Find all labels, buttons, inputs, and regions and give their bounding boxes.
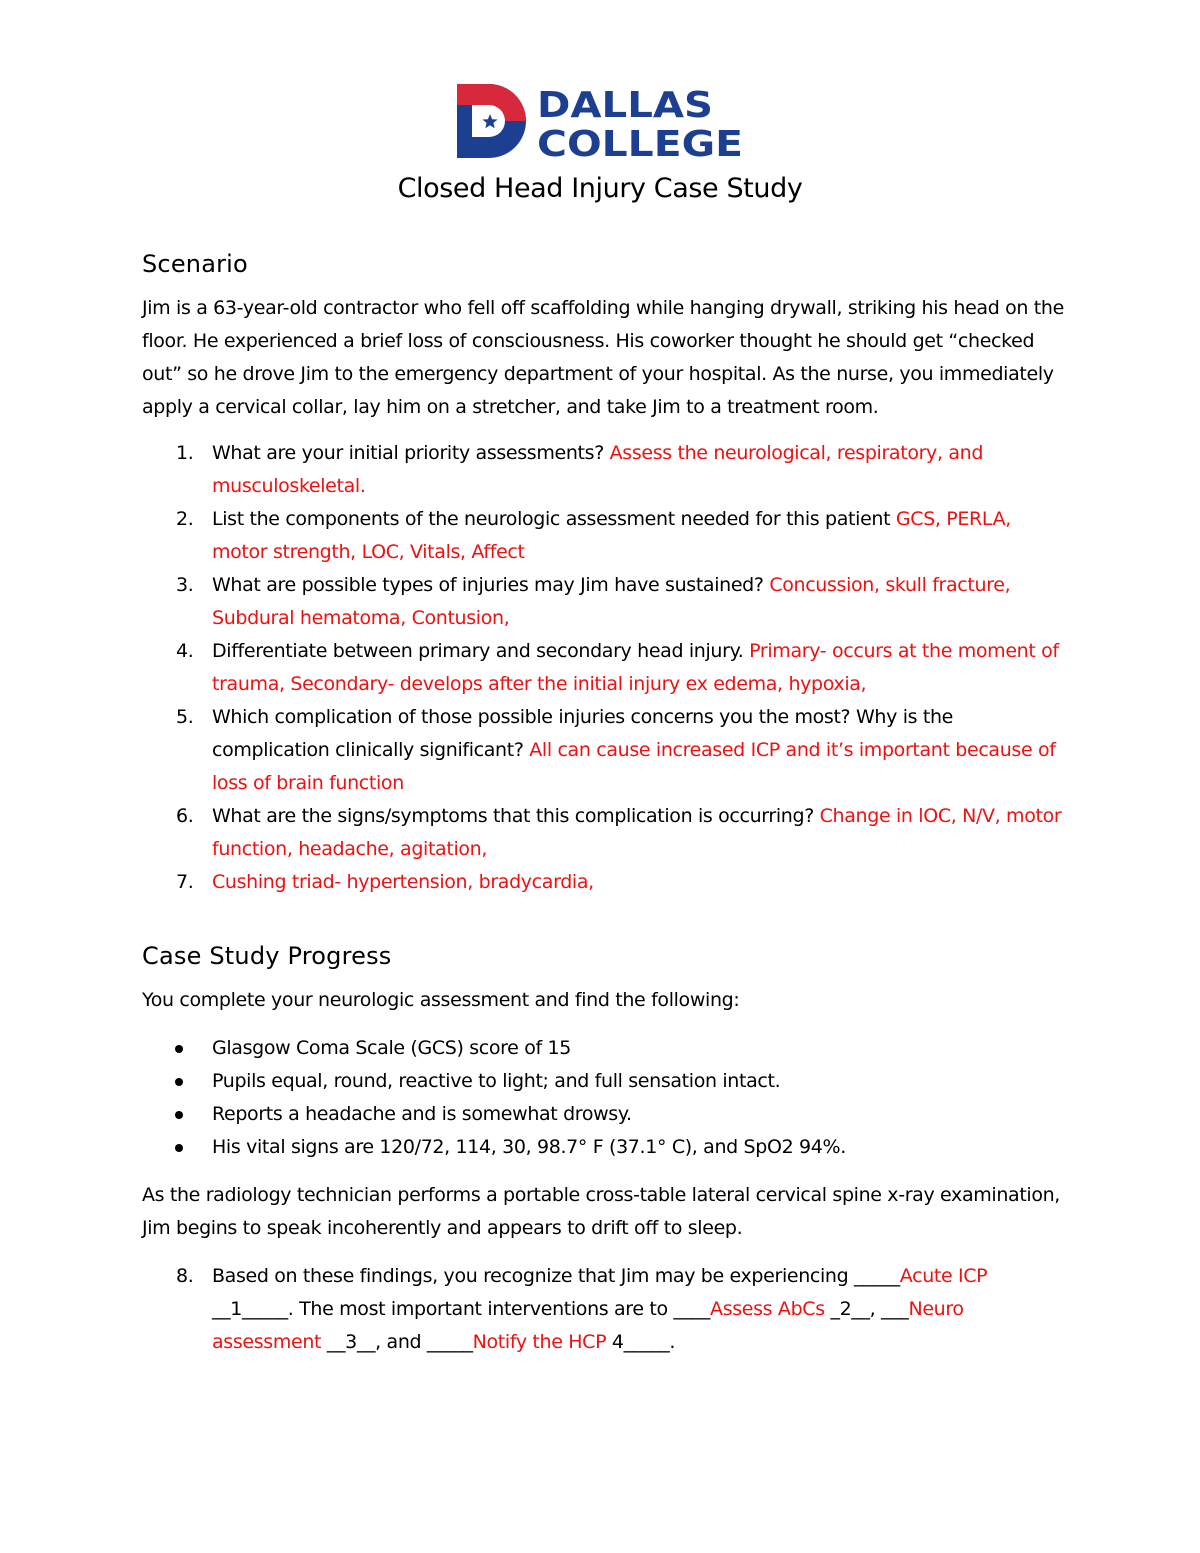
finding-text: His vital signs are 120/72, 114, 30, 98.7° F (37.1° C), and SpO2 94%. xyxy=(212,1136,846,1158)
answer-text: Concussion, skull fracture, Subdural hematoma, Contusion, xyxy=(212,574,1011,629)
dallas-college-logo xyxy=(457,84,743,158)
answer-text: Assess the neurological, respiratory, and musculoskeletal. xyxy=(212,442,984,497)
answer-text: Cushing triad- hypertension, bradycardia, xyxy=(212,871,594,893)
question-number: 4. xyxy=(176,640,194,662)
logo-text-college: COLLEGE xyxy=(537,124,743,158)
finding-item xyxy=(142,1065,1067,1098)
finding-item xyxy=(142,1032,1067,1065)
question-item xyxy=(142,635,1067,701)
bullet-icon xyxy=(175,1111,183,1119)
question-text: Based on these findings, you recognize that Jim may be experiencing _____ xyxy=(212,1265,900,1287)
findings-list xyxy=(142,1032,1067,1164)
question-number: 6. xyxy=(176,805,194,827)
question-text: What are your initial priority assessments? xyxy=(212,442,610,464)
bullet-icon xyxy=(175,1078,183,1086)
question-item xyxy=(142,569,1067,635)
document-body xyxy=(142,246,1067,1359)
question-number: 3. xyxy=(176,574,194,596)
bullet-icon xyxy=(175,1144,183,1152)
question-item xyxy=(142,866,1067,899)
answer-text: Acute ICP xyxy=(899,1265,988,1287)
progress-paragraph: As the radiology technician performs a portable cross-table lateral cervical spine x-ray examination, Jim begins to speak incoherently and appears to drift off to sleep. xyxy=(142,1184,1061,1239)
question-text: Differentiate between primary and secondary head injury. xyxy=(212,640,750,662)
question-number: 2. xyxy=(176,508,194,530)
question-text: Which complication of those possible injuries concerns you the most? Why is the complication clinically significant? xyxy=(212,706,953,761)
progress-question-list xyxy=(142,1260,1067,1359)
question-text: What are the signs/symptoms that this complication is occurring? xyxy=(212,805,820,827)
question-text: List the components of the neurologic assessment needed for this patient xyxy=(212,508,896,530)
answer-text: Notify the HCP xyxy=(472,1331,607,1353)
answer-text: Assess AbCs xyxy=(710,1298,825,1320)
question-text: __3__, and _____ xyxy=(321,1331,473,1353)
question-number: 8. xyxy=(176,1265,194,1287)
question-text: _2__, ___ xyxy=(824,1298,909,1320)
answer-text: GCS, PERLA, motor strength, LOC, Vitals, Affect xyxy=(212,508,1011,563)
document-title: Closed Head Injury Case Study xyxy=(397,173,803,204)
question-item xyxy=(142,800,1067,866)
answer-text: All can cause increased ICP and it’s important because of loss of brain function xyxy=(212,739,1056,794)
progress-intro: You complete your neurologic assessment and find the following: xyxy=(142,989,740,1011)
progress-heading: Case Study Progress xyxy=(142,942,392,970)
scenario-question-list xyxy=(142,437,1067,899)
question-number: 5. xyxy=(176,706,194,728)
question-item xyxy=(142,503,1067,569)
finding-item xyxy=(142,1098,1067,1131)
answer-text: Change in lOC, N/V, motor function, headache, agitation, xyxy=(212,805,1062,860)
question-item xyxy=(142,701,1067,800)
question-text: 4_____. xyxy=(606,1331,676,1353)
answer-text: Neuro assessment xyxy=(212,1298,964,1353)
scenario-heading: Scenario xyxy=(142,250,248,278)
question-item xyxy=(142,1260,1067,1359)
finding-text: Pupils equal, round, reactive to light; and full sensation intact. xyxy=(212,1070,781,1092)
finding-text: Reports a headache and is somewhat drowsy. xyxy=(212,1103,632,1125)
finding-item xyxy=(142,1131,1067,1164)
question-item xyxy=(142,437,1067,503)
question-number: 1. xyxy=(176,442,194,464)
logo-text-dallas: DALLAS xyxy=(537,85,713,126)
finding-text: Glasgow Coma Scale (GCS) score of 15 xyxy=(212,1037,571,1059)
scenario-text: Jim is a 63-year-old contractor who fell off scaffolding while hanging drywall, striking his head on the floor. He experienced a brief loss of consciousness. His coworker thought he should get “checked out” so he drove Jim to the emergency department of your hospital. As the nurse, you immediately apply a cervical collar, lay him on a stretcher, and take Jim to a treatment room. xyxy=(142,297,1064,418)
answer-text: Primary- occurs at the moment of trauma, Secondary- develops after the initial injury ex edema, hypoxia, xyxy=(212,640,1059,695)
question-text: __1_____. The most important interventions are to ____ xyxy=(212,1298,711,1320)
question-text: What are possible types of injuries may Jim have sustained? xyxy=(212,574,770,596)
question-number: 7. xyxy=(176,871,194,893)
bullet-icon xyxy=(175,1045,183,1053)
